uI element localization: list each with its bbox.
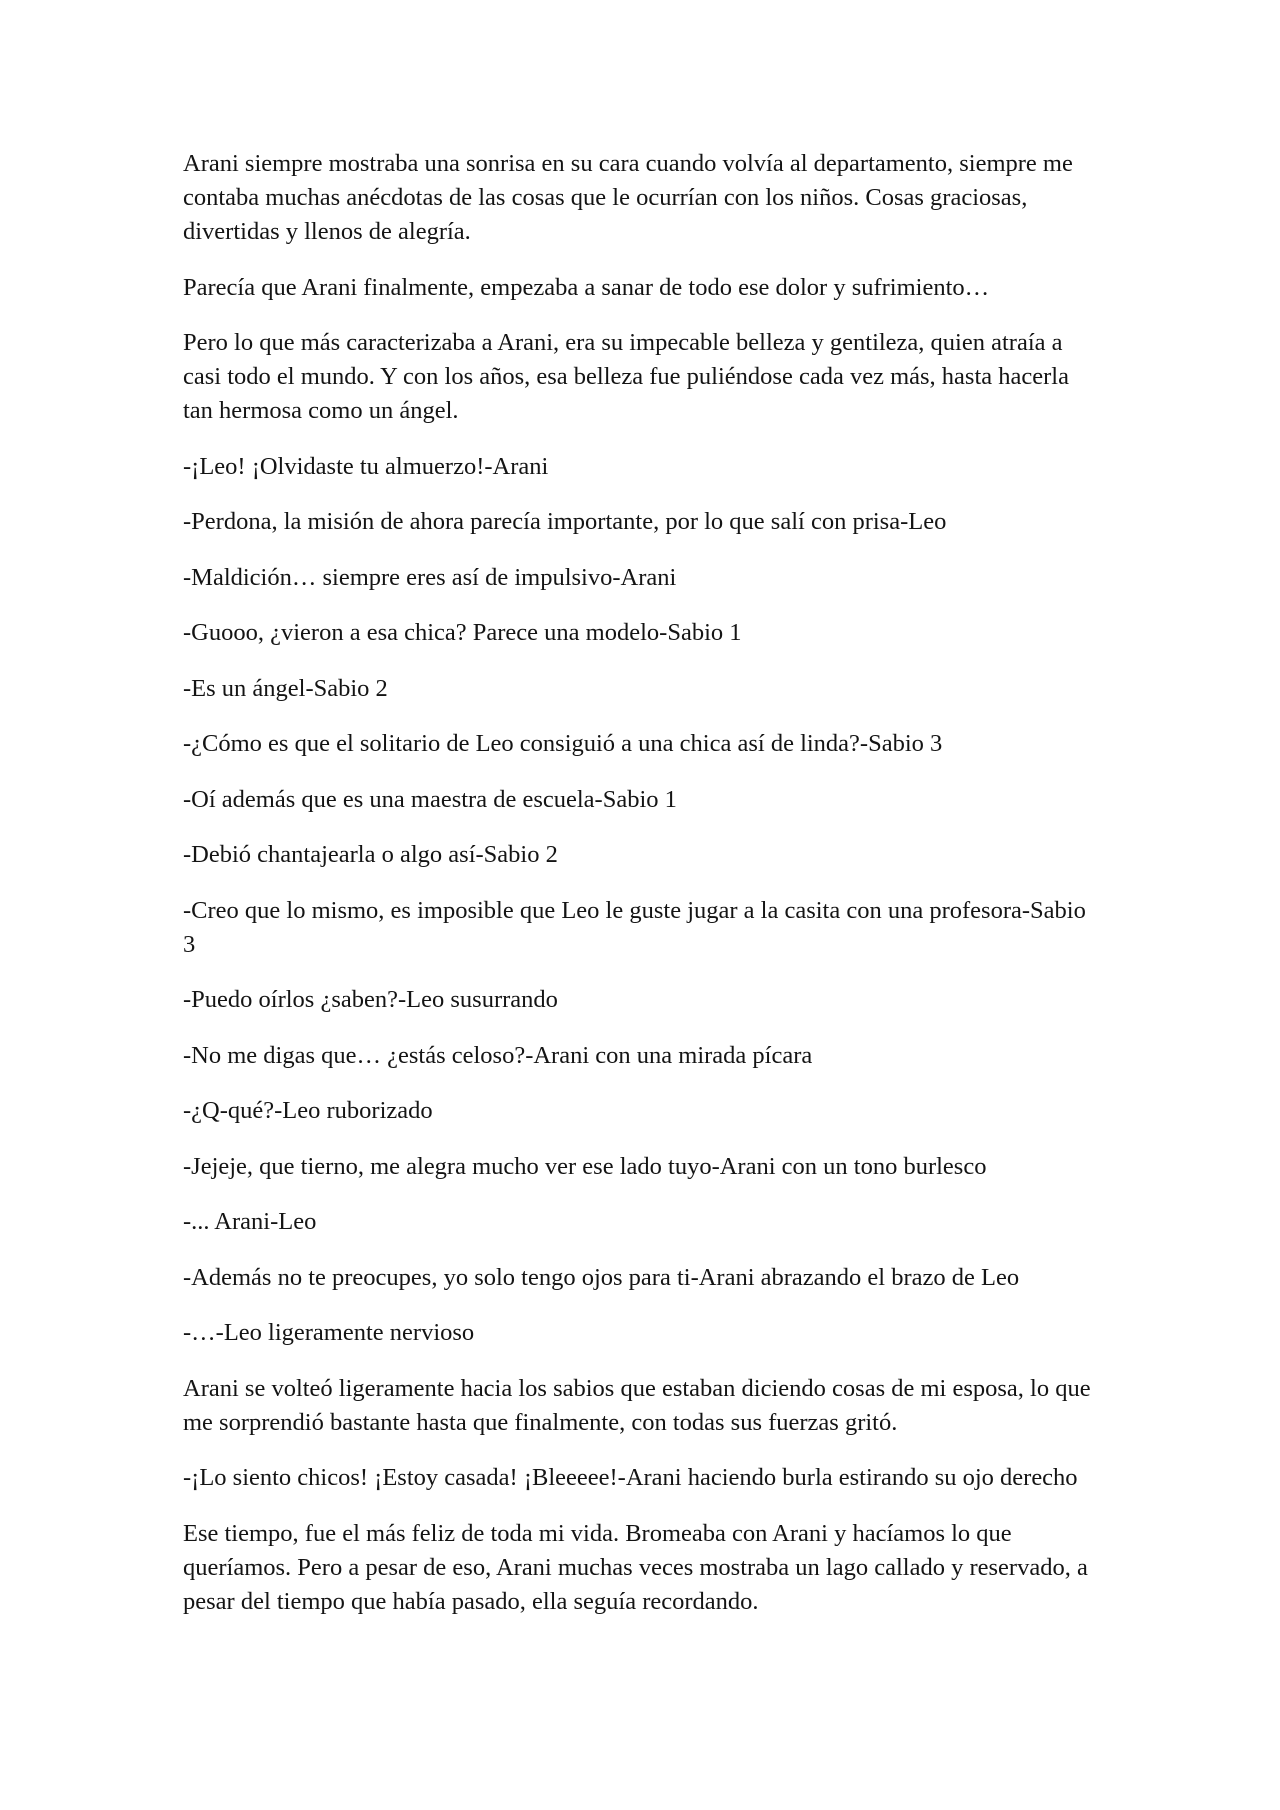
dialogue-line: -Maldición… siempre eres así de impulsivo-Arani <box>183 563 677 591</box>
dialogue-line: -¡Leo! ¡Olvidaste tu almuerzo!-Arani <box>183 452 549 480</box>
dialogue-line: -¿Q-qué?-Leo ruborizado <box>183 1097 433 1124</box>
dialogue-line: -Puedo oírlos ¿saben?-Leo susurrando <box>183 986 558 1013</box>
narration-paragraph: Ese tiempo, fue el más feliz de toda mi vida. Bromeaba con Arani y hacíamos lo que queríamos. Pero a pesar de eso, Arani muchas veces mostraba un lago callado y reservado, a pesar del tiempo que había pasado, ella seguía recordando. <box>183 1519 1088 1615</box>
dialogue-line: -No me digas que… ¿estás celoso?-Arani con una mirada pícara <box>183 1041 813 1069</box>
dialogue-line: -Debió chantajearla o algo así-Sabio 2 <box>183 841 558 868</box>
dialogue-line: -Además no te preocupes, yo solo tengo ojos para ti-Arani abrazando el brazo de Leo <box>183 1263 1020 1291</box>
dialogue-line: -Creo que lo mismo, es imposible que Leo le guste jugar a la casita con una profesora-Sabio 3 <box>183 896 1086 958</box>
dialogue-line: -Oí además que es una maestra de escuela-Sabio 1 <box>183 785 677 813</box>
paragraph-1: Arani siempre mostraba una sonrisa en su cara cuando volvía al departamento, siempre me contaba muchas anécdotas de las cosas que le ocurrían con los niños. Cosas graciosas, divertidas y llenos de alegría. <box>183 150 1073 245</box>
paragraph-3: Pero lo que más caracterizaba a Arani, era su impecable belleza y gentileza, quien atraía a casi todo el mundo. Y con los años, esa belleza fue puliéndose cada vez más, hasta hacerla tan hermosa como un ángel. <box>183 329 1069 424</box>
dialogue-line: -Guooo, ¿vieron a esa chica? Parece una modelo-Sabio 1 <box>183 619 742 646</box>
dialogue-line: -…-Leo ligeramente nervioso <box>183 1319 475 1346</box>
dialogue-line: -... Arani-Leo <box>183 1208 317 1235</box>
dialogue-line: -Es un ángel-Sabio 2 <box>183 674 388 702</box>
dialogue-line: -¿Cómo es que el solitario de Leo consiguió a una chica así de linda?-Sabio 3 <box>183 730 943 757</box>
narration-paragraph: Arani se volteó ligeramente hacia los sabios que estaban diciendo cosas de mi esposa, lo que me sorprendió bastante hasta que finalmente, con todas sus fuerzas gritó. <box>183 1374 1091 1436</box>
text-body <box>183 147 1103 1640</box>
dialogue-line: -¡Lo siento chicos! ¡Estoy casada! ¡Bleeeee!-Arani haciendo burla estirando su ojo derecho <box>183 1464 1078 1491</box>
paragraph-2: Parecía que Arani finalmente, empezaba a sanar de todo ese dolor y sufrimiento… <box>183 273 990 301</box>
dialogue-line: -Jejeje, que tierno, me alegra mucho ver ese lado tuyo-Arani con un tono burlesco <box>183 1152 987 1180</box>
dialogue-line: -Perdona, la misión de ahora parecía importante, por lo que salí con prisa-Leo <box>183 508 947 535</box>
